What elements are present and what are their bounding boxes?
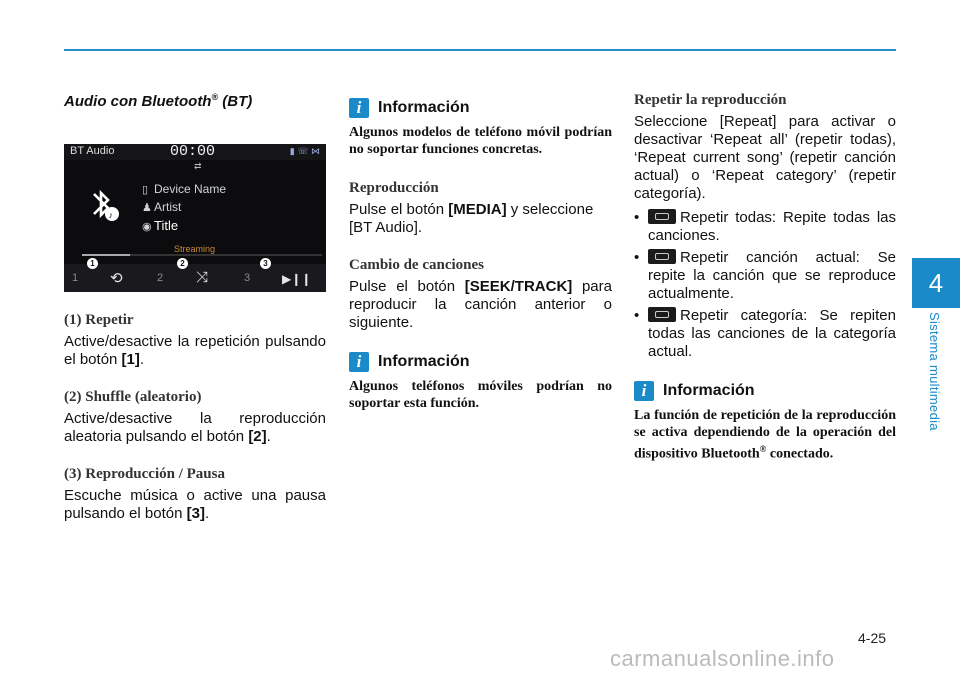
info-icon: i	[349, 98, 369, 118]
info-icon: i	[634, 381, 654, 401]
slot-number-3: 3	[244, 272, 251, 284]
info-3-text: La función de repetición de la reproducción se activa dependiendo de la operación del dispositivo Bluetooth® conectado.	[634, 408, 896, 462]
person-icon: ♟	[142, 202, 152, 214]
cambio-heading: Cambio de canciones	[349, 257, 484, 273]
screen-app-title: BT Audio	[70, 145, 115, 157]
repeat-icon: ⟲	[110, 270, 123, 287]
repeat-one-icon	[648, 249, 676, 264]
reproduccion-text: Pulse el botón [MEDIA] y seleccione [BT Audio].	[349, 201, 594, 236]
info-1-text: Algunos modelos de teléfono móvil podrían no soportar funciones concretas.	[349, 125, 612, 157]
info-icon: i	[349, 352, 369, 372]
screen-time: 00:00	[170, 144, 216, 160]
cambio-text: Pulse el botón [SEEK/TRACK] para reproducir la canción anterior o siguiente.	[349, 278, 612, 331]
repeat-options-list	[634, 209, 896, 361]
screen-title-row: ◉ Title	[142, 218, 179, 233]
repeat-all-icon	[648, 209, 676, 224]
play-pause-icon: ▶❙❙	[282, 272, 312, 286]
list-item: • Repetir todas: Repite todas las canciones.	[634, 209, 896, 244]
chapter-tab	[912, 258, 960, 308]
repeat-status-icon: ⇄	[194, 161, 202, 171]
item-1-text: Active/desactive la repetición pulsando el botón [1].	[64, 333, 326, 368]
item-2-heading: (2) Shuffle (aleatorio)	[64, 389, 202, 405]
slot-number-1: 1	[72, 272, 79, 284]
bt-audio-screen	[64, 144, 326, 292]
phone-icon: ▯	[142, 184, 149, 196]
info-2-text: Algunos teléfonos móviles podrían no soportar esta función.	[349, 379, 612, 411]
repeat-category-icon	[648, 307, 676, 322]
section-title: Audio con Bluetooth® (BT)	[64, 92, 253, 110]
item-3-heading: (3) Reproducción / Pausa	[64, 466, 225, 482]
item-1-heading: (1) Repetir	[64, 312, 134, 328]
callout-3: 3	[260, 258, 271, 269]
callout-2: 2	[177, 258, 188, 269]
item-2-text: Active/desactive la reproducción aleatoria pulsando el botón [2].	[64, 410, 326, 445]
list-item: • Repetir categoría: Se repiten todas las canciones de la categoría actual.	[634, 307, 896, 360]
chapter-number: 4	[928, 267, 944, 298]
screen-progress-bar	[82, 254, 322, 256]
info-1-title: i Información	[349, 98, 612, 118]
column-1	[64, 92, 326, 543]
progress-fill	[82, 254, 130, 256]
repetir-text: Seleccione [Repeat] para activar o desactivar ‘Repeat all’ (repetir todas), ‘Repeat current song’ (repetir canción actual) o ‘Repeat category’ (repetir categoría).	[634, 113, 896, 202]
column-2	[349, 98, 612, 434]
screen-device-row: ▯ Device Name	[142, 182, 227, 196]
chapter-title: Sistema multimedia	[927, 312, 942, 431]
item-3-text: Escuche música o active una pausa pulsando el botón [3].	[64, 487, 326, 522]
list-item: • Repetir canción actual: Se repite la canción que se reproduce actualmente.	[634, 249, 896, 302]
watermark: carmanualsonline.info	[610, 646, 835, 671]
status-icons: ▮ ☏ ⋈	[289, 146, 320, 156]
slot-number-2: 2	[157, 272, 164, 284]
bluetooth-icon	[86, 184, 120, 224]
disc-icon: ◉	[142, 221, 152, 233]
page-number: 4-25	[858, 630, 887, 646]
repetir-heading: Repetir la reproducción	[634, 92, 787, 108]
top-rule	[64, 49, 896, 51]
screen-streaming: Streaming	[174, 244, 216, 254]
reproduccion-heading: Reproducción	[349, 180, 439, 196]
svg-text:♪: ♪	[108, 210, 113, 220]
info-2-title: i Información	[349, 352, 612, 372]
shuffle-icon: ⤨	[196, 269, 209, 286]
column-3	[634, 92, 896, 485]
callout-1: 1	[87, 258, 98, 269]
screen-artist-row: ♟ Artist	[142, 200, 182, 214]
info-3-title: i Información	[634, 381, 896, 401]
